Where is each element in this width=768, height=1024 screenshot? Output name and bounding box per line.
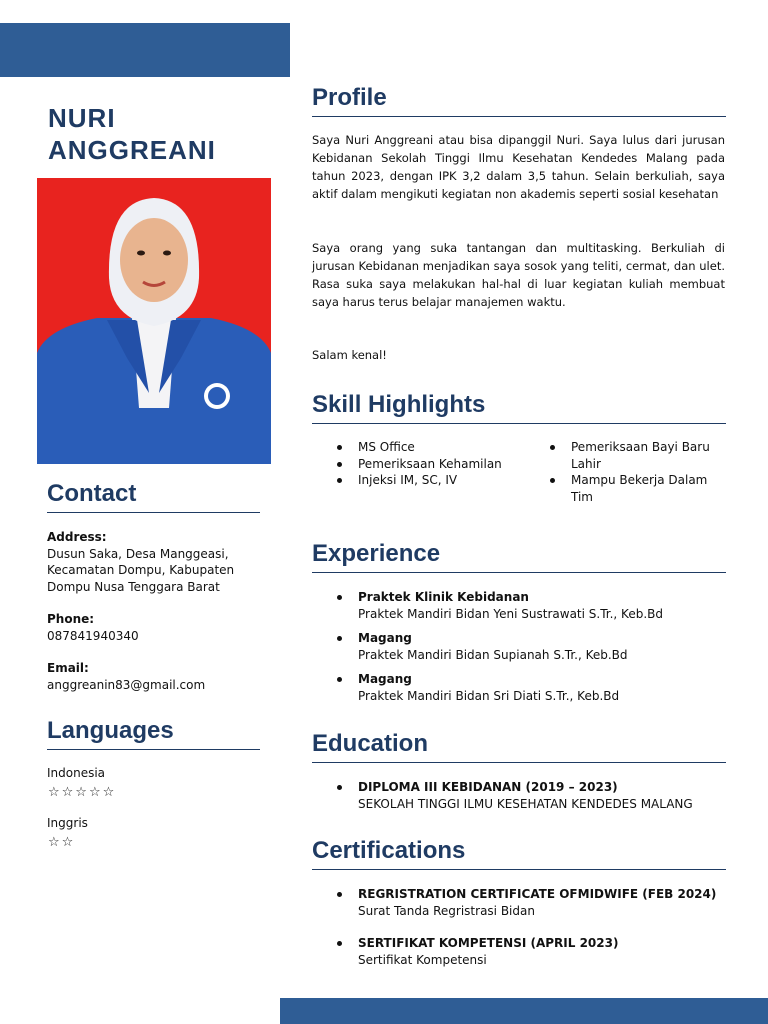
address-block — [47, 529, 267, 595]
experience-place: Praktek Mandiri Bidan Supianah S.Tr., Keb.Bd — [358, 647, 628, 662]
phone-number: 087841940340 — [47, 628, 139, 643]
skill-item: Injeksi IM, SC, IV — [332, 472, 522, 489]
education-list — [332, 779, 732, 812]
profile-heading: Profile — [312, 84, 726, 117]
certification-item — [332, 935, 732, 968]
language-rating-stars: ☆☆☆☆☆ — [48, 785, 117, 800]
experience-place: Praktek Mandiri Bidan Yeni Sustrawati S.Tr., Keb.Bd — [358, 606, 663, 621]
experience-item — [332, 589, 732, 622]
education-school: SEKOLAH TINGGI ILMU KESEHATAN KENDEDES MALANG — [358, 796, 693, 811]
language-name: Indonesia — [47, 766, 106, 780]
bottom-accent-bar — [280, 998, 768, 1024]
contact-heading: Contact — [47, 480, 260, 513]
experience-title: Magang — [358, 631, 412, 645]
address-line: Dompu Nusa Tenggara Barat — [47, 579, 220, 594]
profile-photo — [37, 178, 271, 464]
certification-title: REGRISTRATION CERTIFICATE OFMIDWIFE (FEB 2024) — [358, 887, 717, 901]
experience-title: Magang — [358, 672, 412, 686]
address-line: Kecamatan Dompu, Kabupaten — [47, 563, 235, 577]
profile-paragraph: Saya Nuri Anggreani atau bisa dipanggil Nuri. Saya lulus dari jurusan Kebidanan Sekolah Tinggi Ilmu Kesehatan Kendedes Malang pada tahun 2023, dengan IPK 3,2 dalam 3,5 tahun. Selain berkuliah, saya aktif dalam mengikuti kegiatan non akademis seperti sosial kesehatan — [312, 133, 725, 201]
skills-list-right — [545, 439, 725, 505]
skill-item: Mampu Bekerja Dalam Tim — [545, 472, 725, 505]
skills-list-left — [332, 439, 522, 489]
experience-item — [332, 671, 732, 704]
phone-label: Phone: — [47, 612, 95, 626]
profile-closing: Salam kenal! — [312, 348, 387, 362]
experience-heading: Experience — [312, 540, 726, 573]
address-label: Address: — [47, 530, 107, 544]
skill-item: Pemeriksaan Kehamilan — [332, 456, 522, 473]
last-name: ANGGREANI — [48, 135, 216, 165]
certification-desc: Surat Tanda Regristrasi Bidan — [358, 903, 535, 918]
experience-title: Praktek Klinik Kebidanan — [358, 590, 529, 604]
candidate-name — [48, 102, 278, 166]
certifications-heading: Certifications — [312, 837, 726, 870]
certification-item — [332, 886, 732, 919]
profile-paragraph: Saya orang yang suka tantangan dan multitasking. Berkuliah di jurusan Kebidanan menjadikan saya sosok yang teliti, cermat, dan ulet. Rasa suka saya melakukan hal-hal di luar kegiatan kuliah membuat saya harus terus belajar manajemen waktu. — [312, 241, 725, 309]
education-degree: DIPLOMA III KEBIDANAN (2019 – 2023) — [358, 780, 618, 794]
language-name: Inggris — [47, 816, 88, 830]
email-block — [47, 660, 267, 693]
education-item — [332, 779, 732, 812]
top-accent-bar — [0, 23, 290, 77]
certification-title: SERTIFIKAT KOMPETENSI (APRIL 2023) — [358, 936, 619, 950]
skills-heading: Skill Highlights — [312, 391, 726, 424]
email-label: Email: — [47, 661, 89, 675]
email-address: anggreanin83@gmail.com — [47, 677, 206, 692]
skill-item: MS Office — [332, 439, 522, 456]
first-name: NURI — [48, 103, 116, 133]
certifications-list — [332, 886, 732, 968]
education-heading: Education — [312, 730, 726, 763]
address-line: Dusun Saka, Desa Manggeasi, — [47, 546, 229, 561]
experience-list — [332, 589, 732, 704]
experience-item — [332, 630, 732, 663]
language-rating-stars: ☆☆ — [48, 835, 76, 850]
languages-heading: Languages — [47, 717, 260, 750]
experience-place: Praktek Mandiri Bidan Sri Diati S.Tr., Keb.Bd — [358, 688, 620, 703]
phone-block — [47, 611, 267, 644]
certification-desc: Sertifikat Kompetensi — [358, 952, 487, 967]
skill-item: Pemeriksaan Bayi Baru Lahir — [545, 439, 725, 472]
